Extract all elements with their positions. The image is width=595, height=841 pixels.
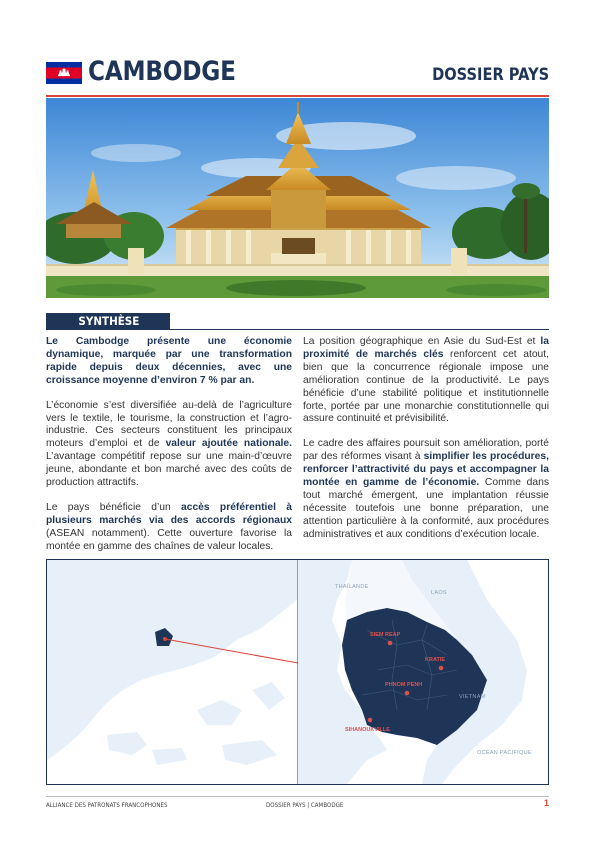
city-siem-reap: SIEM REAP xyxy=(370,632,401,638)
label-ocean: OCÉAN PACIFIQUE xyxy=(477,750,532,756)
text-run: L’économie s’est diversifiée au-delà de l’agriculture vers le textile, le tourisme, la construction et l’agro-industrie. Ces secteurs constituent les principaux moteurs d’emploi et de xyxy=(46,399,292,450)
paragraph-business-climate xyxy=(303,438,549,541)
text-run: L’avantage compétitif repose sur une main-d’œuvre jeune, abondante et bon marché avec des coûts de production attractifs. xyxy=(46,451,292,489)
paragraph-geography xyxy=(303,336,549,426)
label-laos: LAOS xyxy=(431,590,447,596)
country-title: CAMBODGE xyxy=(88,56,236,87)
map-svg xyxy=(47,560,548,784)
section-label-synthese xyxy=(46,313,170,330)
city-phnom-penh: PHNOM PENH xyxy=(385,682,423,688)
highlight-text: simplifier les procédures, renforcer l’attractivité du pays et accompagner la montée en gamme de l’économie. xyxy=(303,451,549,489)
section-divider xyxy=(46,329,549,330)
paragraph-economy xyxy=(46,400,292,490)
text-column-right xyxy=(303,336,549,554)
text-run: Le cadre des affaires poursuit son amélioration, porté par des réformes visant à xyxy=(303,438,549,463)
page-number: 1 xyxy=(543,798,549,808)
text-run: Comme dans tout marché émergent, une implantation réussie nécessite toutefois une bonne préparation, une attention particulière à la conformité, aux procédures administratives et aux conditions d’exécution locale. xyxy=(303,477,549,540)
cambodia-flag-icon xyxy=(46,62,82,84)
intro-paragraph: Le Cambodge présente une économie dynamique, marquée par une transformation rapide depuis deux décennies, avec une croissance moyenne d’environ 7 % par an. xyxy=(46,336,292,386)
location-map xyxy=(46,559,549,785)
highlight-text: la proximité de marchés clés xyxy=(303,336,549,360)
section-label-text: SYNTHÈSE xyxy=(78,314,140,328)
marker-siem-reap xyxy=(388,641,393,646)
footer-organization: ALLIANCE DES PATRONATS FRANCOPHONES xyxy=(46,801,168,809)
text-run: (ASEAN notamment). Cette ouverture favorise la montée en gamme des chaînes de valeur locales. xyxy=(46,527,292,552)
label-thailand: THAÏLANDE xyxy=(335,584,369,590)
text-run: renforcent cet atout, bien que la concurrence régionale impose une amélioration continue de la productivité. Le pays bénéficie d’une stabilité politique et institutionnelle forte, portée par une monarchie constitutionnelle qui assure continuité et prévisibilité. xyxy=(303,348,549,425)
label-vietnam: VIETNAM xyxy=(459,694,486,700)
page-header xyxy=(46,56,549,92)
text-run: Le pays bénéficie d’un xyxy=(46,501,181,513)
marker-phnom-penh xyxy=(405,691,410,696)
highlight-text: accès préférentiel à plusieurs marchés via des accords régionaux xyxy=(46,501,292,526)
city-kratie: KRATIE xyxy=(425,657,446,663)
footer-divider xyxy=(46,796,549,797)
marker-sihanoukville xyxy=(368,718,373,723)
highlight-text: valeur ajoutée nationale. xyxy=(165,438,292,450)
document-type: DOSSIER PAYS xyxy=(431,65,549,85)
text-column-left xyxy=(46,336,292,566)
footer-document-title: DOSSIER PAYS | CAMBODGE xyxy=(266,801,344,809)
royal-palace-photo xyxy=(46,98,549,298)
city-sihanoukville: SIHANOUKVILLE xyxy=(345,727,390,733)
text-run: La position géographique en Asie du Sud-Est et xyxy=(303,336,541,347)
header-divider xyxy=(46,95,549,97)
paragraph-market-access xyxy=(46,502,292,554)
marker-kratie xyxy=(439,666,444,671)
